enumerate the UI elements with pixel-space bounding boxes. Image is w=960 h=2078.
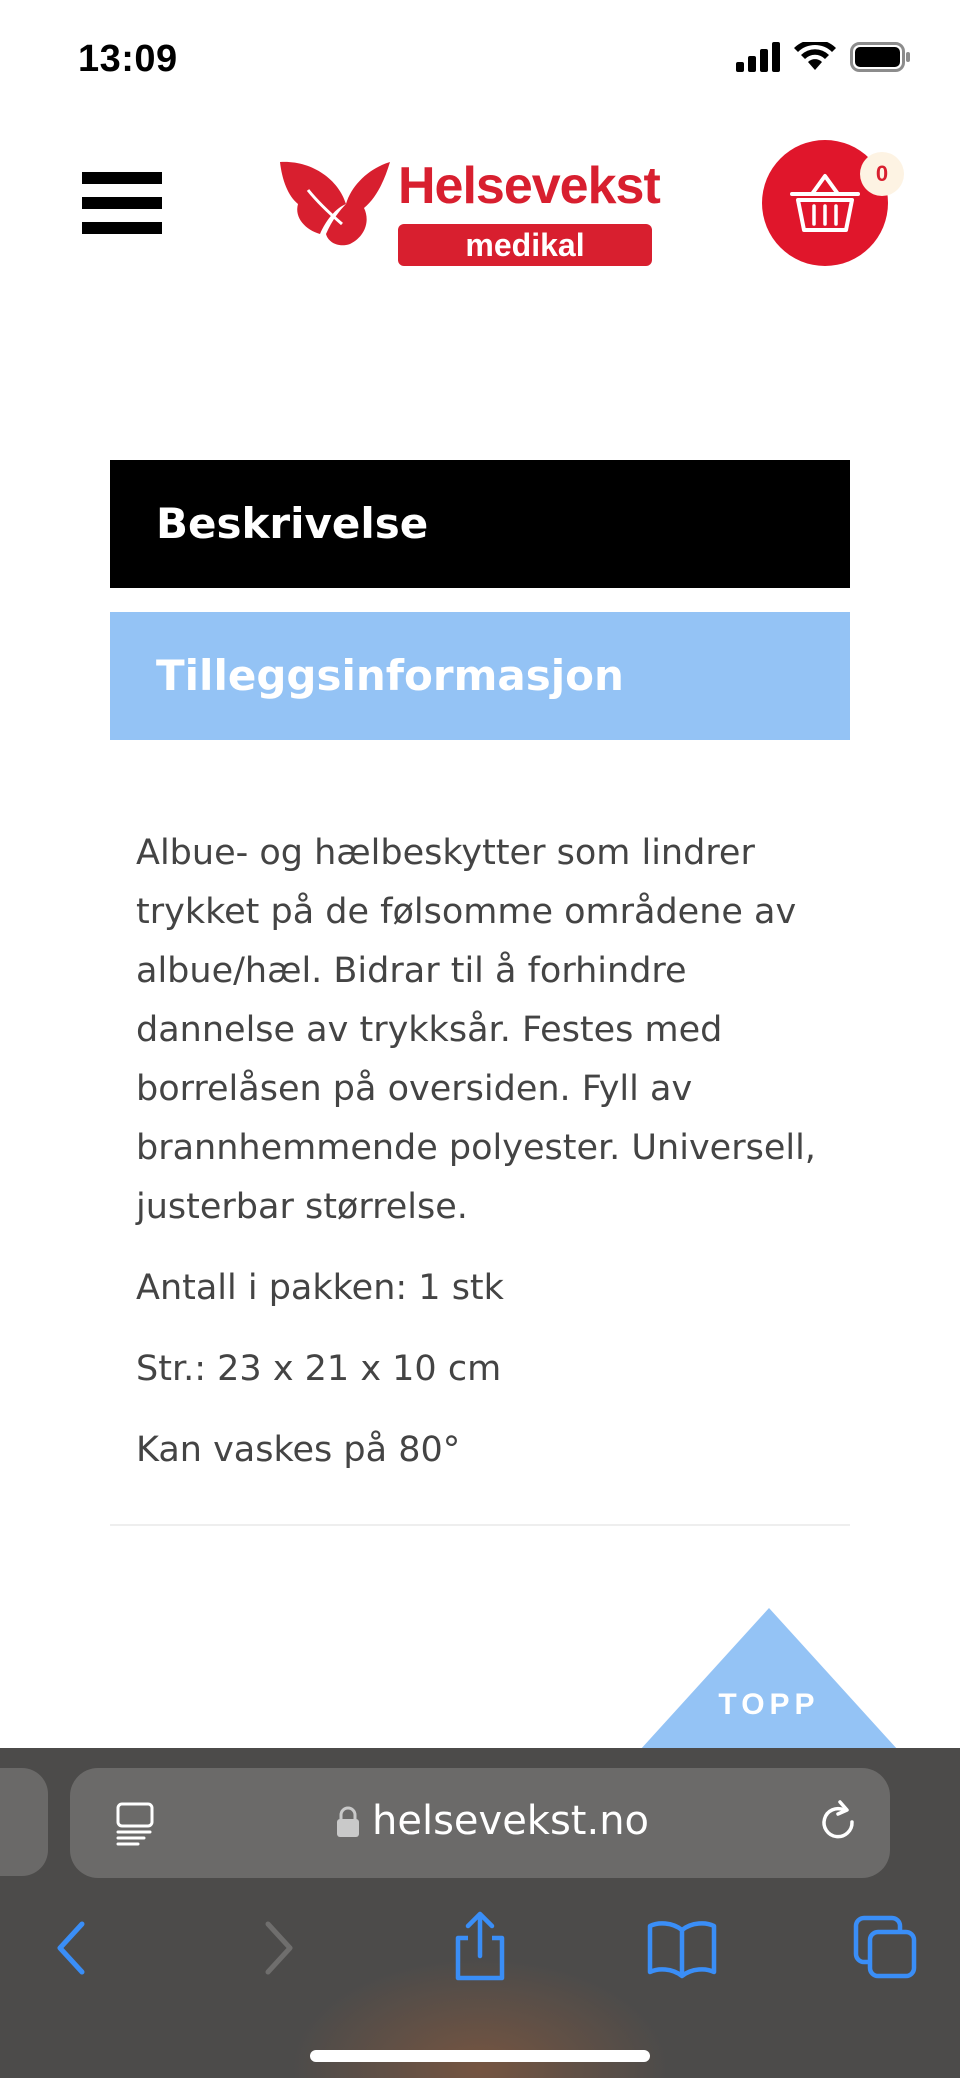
butterfly-logo-icon	[280, 160, 398, 250]
package-count: Antall i pakken: 1 stk	[136, 1268, 504, 1308]
scroll-top-triangle-icon[interactable]	[640, 1608, 898, 1750]
product-size: Str.: 23 x 21 x 10 cm	[136, 1349, 502, 1389]
status-time: 13:09	[78, 38, 178, 80]
status-icons	[736, 42, 912, 72]
browser-toolbar	[0, 1748, 960, 2078]
wifi-icon	[794, 42, 836, 72]
tab-beskrivelse[interactable]: Beskrivelse	[110, 460, 850, 588]
site-header	[0, 130, 960, 280]
share-icon[interactable]	[440, 1908, 520, 1988]
reader-mode-icon[interactable]	[110, 1798, 160, 1848]
address-bar[interactable]	[70, 1768, 890, 1878]
menu-icon[interactable]	[82, 172, 162, 234]
browser-nav-row	[0, 1908, 960, 1998]
tabs-icon[interactable]	[846, 1908, 926, 1988]
logo-subtitle: medikal	[398, 224, 652, 266]
basket-icon	[790, 172, 860, 236]
lock-icon	[336, 1806, 360, 1838]
status-bar	[0, 0, 960, 120]
tab-tilleggsinformasjon[interactable]: Tilleggsinformasjon	[110, 612, 850, 740]
home-indicator	[310, 2050, 650, 2062]
description-paragraph: Albue- og hælbeskytter som lindrer trykket på de følsomme områdene av albue/hæl. Bidrar til å forhindre dannelse av trykksår. Festes med borrelåsen på oversiden. Fyll av brannhemmende polyester. Universell, justerbar størrelse.	[136, 833, 816, 1227]
product-description	[136, 824, 836, 1480]
back-icon[interactable]	[32, 1908, 112, 1988]
divider	[110, 1524, 850, 1526]
reload-icon[interactable]	[814, 1798, 864, 1848]
wash-info: Kan vaskes på 80°	[136, 1430, 461, 1470]
bookmarks-icon[interactable]	[642, 1908, 722, 1988]
url-text[interactable]: helsevekst.no	[372, 1798, 650, 1844]
previous-tab-preview[interactable]	[0, 1768, 48, 1876]
scroll-top-button[interactable]: TOPP	[718, 1688, 820, 1721]
battery-icon	[850, 42, 912, 72]
cellular-signal-icon	[736, 42, 780, 72]
cart-count-badge: 0	[860, 152, 904, 196]
forward-icon[interactable]	[238, 1908, 318, 1988]
logo-wordmark: Helsevekst	[398, 157, 660, 215]
site-logo[interactable]	[280, 150, 660, 263]
